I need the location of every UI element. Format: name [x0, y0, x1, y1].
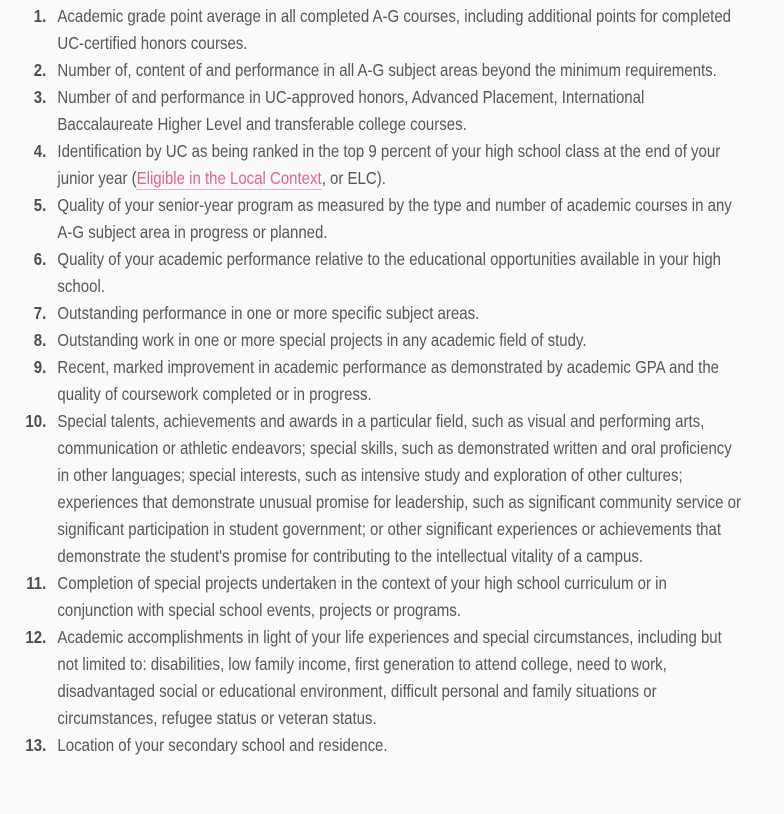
list-item	[0, 354, 784, 408]
item-text: Number of, content of and performance in all A-G subject areas beyond the minimum requirements.	[57, 60, 717, 80]
item-text: Special talents, achievements and awards in a particular field, such as visual and performing arts, communication or athletic endeavors; special skills, such as demonstrated written and oral proficiency in other languages; special interests, such as intensive study and exploration of other cultures; experiences that demonstrate unusual promise for leadership, such as significant community service or significant participation in student government; or other significant experiences or achievements that demonstrate the student's promise for contributing to the intellectual vitality of a campus.	[57, 411, 741, 566]
criteria-list	[0, 3, 784, 759]
item-text-after-link: , or ELC).	[321, 168, 386, 188]
list-item	[0, 138, 784, 192]
list-item	[0, 732, 784, 759]
item-number: 9.	[33, 357, 47, 377]
item-number: 11.	[26, 573, 47, 593]
elc-link[interactable]: Eligible in the Local Context	[136, 168, 322, 188]
item-number: 8.	[33, 330, 47, 350]
item-text: Quality of your senior-year program as measured by the type and number of academic courses in any A-G subject area in progress or planned.	[57, 195, 732, 242]
list-item	[0, 408, 784, 570]
list-item	[0, 300, 784, 327]
list-item	[0, 57, 784, 84]
list-item	[0, 192, 784, 246]
item-text: Academic grade point average in all completed A-G courses, including additional points for completed UC-certified honors courses.	[57, 6, 732, 53]
item-text	[57, 138, 743, 192]
item-text: Quality of your academic performance relative to the educational opportunities available in your high school.	[57, 249, 722, 296]
item-number: 12.	[25, 627, 47, 647]
item-number: 6.	[33, 249, 47, 269]
list-item	[0, 3, 784, 57]
item-text: Outstanding work in one or more special projects in any academic field of study.	[57, 330, 587, 350]
item-number: 7.	[33, 303, 47, 323]
item-number: 5.	[33, 195, 47, 215]
item-text: Recent, marked improvement in academic performance as demonstrated by academic GPA and the quality of coursework completed or in progress.	[57, 357, 720, 404]
item-number: 4.	[33, 141, 47, 161]
item-text-before-link: Identification by UC as being ranked in the top 9 percent of your high school class at the end of your junior year (	[57, 141, 721, 188]
item-text: Academic accomplishments in light of your life experiences and special circumstances, including but not limited to: disabilities, low family income, first generation to attend college, need to work, disadvantaged social or educational environment, difficult personal and family situations or circumstances, refugee status or veteran status.	[57, 627, 722, 728]
item-number: 3.	[33, 87, 47, 107]
list-item	[0, 246, 784, 300]
list-item	[0, 84, 784, 138]
item-text: Number of and performance in UC-approved honors, Advanced Placement, International Baccalaureate Higher Level and transferable college courses.	[57, 87, 645, 134]
item-text: Outstanding performance in one or more specific subject areas.	[57, 303, 480, 323]
list-item	[0, 570, 784, 624]
item-number: 10.	[25, 411, 47, 431]
item-text: Completion of special projects undertaken in the context of your high school curriculum or in conjunction with special school events, projects or programs.	[57, 573, 667, 620]
list-item	[0, 327, 784, 354]
item-number: 13.	[25, 735, 47, 755]
list-item	[0, 624, 784, 732]
item-text: Location of your secondary school and residence.	[57, 735, 388, 755]
item-number: 1.	[33, 6, 47, 26]
item-number: 2.	[33, 60, 47, 80]
